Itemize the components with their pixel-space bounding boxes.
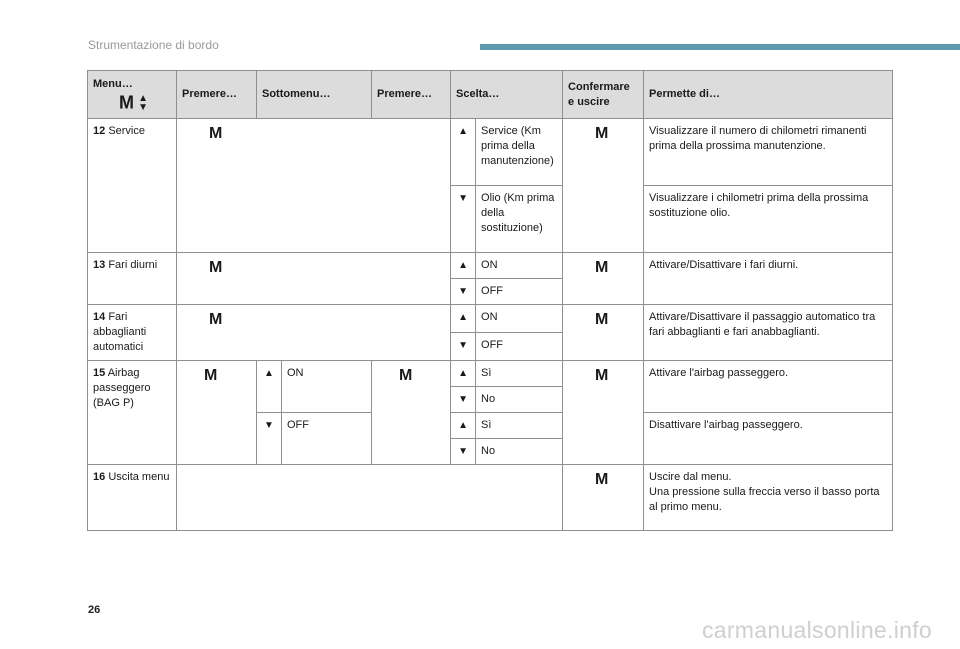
arrow-down-cell [451, 387, 476, 413]
m-key-icon: M [209, 259, 223, 276]
table-row [88, 465, 893, 531]
arrow-down-icon: ▼ [458, 340, 468, 351]
arrow-down-icon: ▼ [458, 193, 468, 204]
description-cell: Attivare/Disattivare il passaggio automatico tra fari abbaglianti e fari anabbaglianti. [644, 305, 893, 361]
choice-cell: Sì [476, 413, 563, 439]
confirm-cell [563, 253, 644, 305]
choice-cell: OFF [476, 333, 563, 361]
choice-cell: Service (Km prima della manutenzione) [476, 119, 563, 186]
confirm-cell [563, 119, 644, 253]
press-m-cell [177, 305, 451, 361]
choice-cell: Olio (Km prima della sostituzione) [476, 186, 563, 253]
table-header-row [88, 71, 893, 119]
header-accent-bar [480, 44, 960, 50]
table-row [88, 119, 893, 186]
header-choice: Scelta… [451, 71, 563, 119]
header-allows: Permette di… [644, 71, 893, 119]
header-confirm: Confermare e uscire [563, 71, 644, 119]
page-number: 26 [88, 604, 101, 616]
section-title: Strumentazione di bordo [88, 38, 219, 52]
arrow-up-icon: ▲ [458, 420, 468, 431]
m-key-icon: M [595, 125, 609, 142]
choice-cell: Sì [476, 361, 563, 387]
arrow-down-cell [451, 186, 476, 253]
choice-cell: No [476, 387, 563, 413]
arrow-down-cell [451, 439, 476, 465]
submenu-cell: OFF [282, 413, 372, 465]
arrow-down-icon: ▼ [458, 286, 468, 297]
arrow-up-icon: ▲ [458, 312, 468, 323]
confirm-cell [563, 361, 644, 465]
header-menu-label: Menu… [93, 78, 133, 90]
press-m-cell [372, 361, 451, 465]
description-cell: Attivare l'airbag passeggero. [644, 361, 893, 413]
table-row [88, 253, 893, 279]
arrow-up-icon: ▲ [264, 368, 274, 379]
choice-cell: ON [476, 305, 563, 333]
description-cell: Uscire dal menu. Una pressione sulla freccia verso il basso porta al primo menu. [644, 465, 893, 531]
header-press-1: Premere… [177, 71, 257, 119]
arrow-up-cell [451, 361, 476, 387]
m-key-icon: M [595, 259, 609, 276]
m-key-icon: M [595, 471, 609, 488]
header-submenu: Sottomenu… [257, 71, 372, 119]
submenu-cell: ON [282, 361, 372, 413]
arrow-up-cell [451, 119, 476, 186]
arrow-up-cell [257, 361, 282, 413]
watermark: carmanualsonline.info [701, 617, 932, 643]
table-row [88, 361, 893, 387]
arrow-up-cell [451, 413, 476, 439]
m-key-icon: M [399, 367, 413, 384]
header-press-2: Premere… [372, 71, 451, 119]
choice-cell: OFF [476, 279, 563, 305]
choice-cell: ON [476, 253, 563, 279]
arrow-up-icon: ▲ [458, 260, 468, 271]
arrow-down-cell [451, 333, 476, 361]
header-menu [88, 71, 177, 119]
description-cell: Visualizzare i chilometri prima della prossima sostituzione olio. [644, 186, 893, 253]
m-key-icon: M [204, 367, 218, 384]
empty-cell [177, 465, 563, 531]
choice-cell: No [476, 439, 563, 465]
arrow-down-icon: ▼ [458, 446, 468, 457]
m-key-icon: M [595, 367, 609, 384]
arrow-down-icon: ▼ [458, 394, 468, 405]
arrow-down-cell [451, 279, 476, 305]
description-cell: Visualizzare il numero di chilometri rimanenti prima della prossima manutenzione. [644, 119, 893, 186]
arrow-down-icon: ▼ [264, 420, 274, 431]
description-cell: Disattivare l'airbag passeggero. [644, 413, 893, 465]
menu-cell-service: 12 Service [88, 119, 177, 253]
press-m-cell [177, 361, 257, 465]
press-m-cell [177, 119, 451, 253]
menu-cell-airbag: 15 Airbag passeggero (BAG P) [88, 361, 177, 465]
arrow-up-cell [451, 253, 476, 279]
arrow-up-cell [451, 305, 476, 333]
m-key-icon: M [209, 311, 223, 328]
menu-cell-exit: 16 Uscita menu [88, 465, 177, 531]
description-cell: Attivare/Disattivare i fari diurni. [644, 253, 893, 305]
press-m-cell [177, 253, 451, 305]
arrow-up-icon: ▲ [458, 126, 468, 137]
arrow-up-icon: ▲ [458, 368, 468, 379]
menu-cell-day-lights: 13 Fari diurni [88, 253, 177, 305]
confirm-cell [563, 465, 644, 531]
arrow-down-cell [257, 413, 282, 465]
menu-arrows-icon: M ▲ ▼ [119, 92, 148, 113]
confirm-cell [563, 305, 644, 361]
m-key-icon: M [209, 125, 223, 142]
m-key-icon: M [595, 311, 609, 328]
menu-cell-auto-high-beam: 14 Fari abbaglianti automatici [88, 305, 177, 361]
table-row [88, 305, 893, 333]
menu-table [87, 70, 893, 531]
